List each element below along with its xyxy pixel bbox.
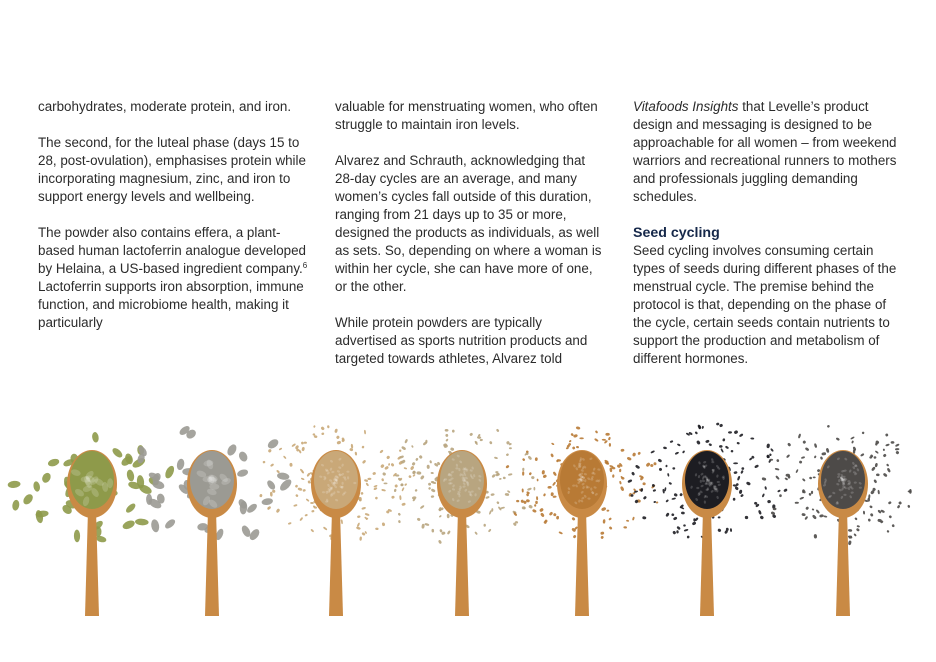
paragraph [633, 98, 905, 206]
paragraph: Seed cycling involves consuming certain types of seeds during different phases of the menstrual cycle. The premise behind the protocol is that, depending on the phase of the cycle, certain seeds contain nutrients to support the production and metabolism of different hormones. [633, 243, 897, 366]
publication-name: Vitafoods Insights [633, 99, 739, 114]
pumpkin-seeds-spoon [7, 432, 176, 616]
section-heading: Seed cycling [633, 225, 720, 241]
paragraph: valuable for menstruating women, who often struggle to maintain iron levels. [335, 99, 598, 132]
black-sesame-seeds-spoon [627, 422, 788, 616]
sesame-seeds-spoon [259, 425, 415, 616]
chia-seeds-spoon [761, 425, 911, 616]
column-1 [38, 98, 310, 350]
footnote-ref: 6 [302, 261, 308, 270]
column-3 [633, 98, 905, 386]
hemp-seeds-spoon [382, 428, 535, 616]
paragraph: Alvarez and Schrauth, acknowledging that 28-day cycles are an average, and many women’s cycles fall outside of this duration, ranging from 21 days up to 35 or more, designed the products as individuals, as well as sets. So, depending on where a woman is within her cycle, she can have more of one, or the other. [335, 153, 602, 294]
paragraph: While protein powders are typically advertised as sports nutrition products and targeted towards athletes, Alvarez told [335, 315, 588, 366]
paragraph-text: that Levelle’s product design and messaging is designed to be approachable for all women – from weekend warriors and recreational runners to mothers and professionals juggling demanding schedules. [633, 99, 897, 204]
paragraph-text: The powder also contains effera, a plant-based human lactoferrin analogue developed by Helaina, a US-based ingredient company. [38, 225, 307, 276]
sunflower-seeds-spoon [136, 424, 293, 616]
paragraph: carbohydrates, moderate protein, and iron. [38, 99, 292, 114]
seed-spoons-photo [0, 392, 936, 622]
flax-seeds-spoon [505, 426, 658, 616]
paragraph: The second, for the luteal phase (days 15 to 28, post-ovulation), emphasises protein while incorporating magnesium, zinc, and iron to support energy levels and wellbeing. [38, 135, 306, 204]
column-2 [335, 98, 607, 386]
paragraph [38, 224, 310, 332]
paragraph-text: Lactoferrin supports iron absorption, immune function, and microbiome health, making it particularly [38, 279, 304, 330]
